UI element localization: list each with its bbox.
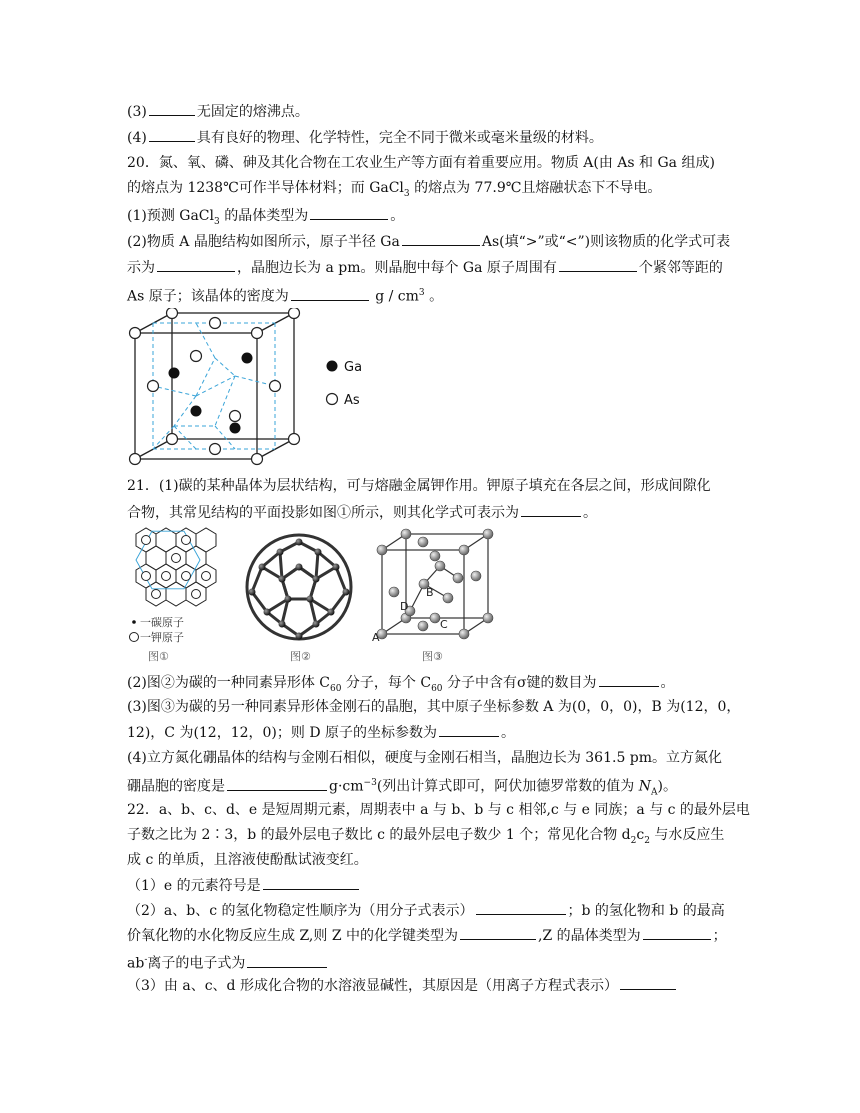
- answer-blank[interactable]: [291, 286, 369, 301]
- q21-part-4-cont: 硼晶胞的密度是 $g\cdot cm^{-3}$(列出计算式即可，阿伏加德罗常数的值为 $N_A$)。: [127, 773, 677, 802]
- q21-part-2: (2)图②为碳的一种同素异形体 $C_{60}$ 分子，每个 $C_{60}$ 分子中含有σ键的数目为 。: [127, 672, 675, 699]
- answer-blank[interactable]: [643, 925, 711, 940]
- answer-blank[interactable]: [227, 776, 327, 791]
- diamond-unit-cell-figure: [370, 526, 502, 666]
- svg-text:图②: 图②: [290, 650, 311, 663]
- q21-part-3-cont: 12)，C 为(12，12，0)；则 D 原子的坐标参数为 。: [127, 722, 515, 743]
- q20-intro-2: 的熔点为 1238℃可作半导体材料；而 GaCl$_3$ 的熔点为 77.9℃且熔融状态下不导电。: [127, 180, 662, 199]
- answer-blank[interactable]: [149, 101, 195, 116]
- graphite-potassium-projection-figure: [126, 526, 226, 666]
- answer-blank[interactable]: [310, 205, 388, 220]
- answer-blank[interactable]: [402, 231, 480, 246]
- q22-part-2: （2）a、b、c 的氢化物稳定性顺序为（用分子式表示） ；b 的氢化物和 b 的最高: [127, 900, 725, 921]
- q20-intro-1: 20．氮、氧、磷、砷及其化合物在工农业生产等方面有着重要应用。物质 A(由 As 和 Ga 组成): [127, 155, 715, 171]
- q22-line-2: 子数之比为 2∶3，b 的最外层电子数比 c 的最外层电子数少 1 个；常见化合物 $d_2c_2$ 与水反应生: [127, 827, 725, 846]
- svg-text:一钾原子: 一钾原子: [140, 631, 184, 644]
- answer-blank[interactable]: [599, 672, 659, 687]
- svg-text:图③: 图③: [422, 650, 443, 663]
- answer-blank[interactable]: [521, 502, 581, 517]
- gaas-unit-cell-figure: [120, 308, 380, 470]
- q20-part-2: (2)物质 A 晶胞结构如图所示，原子半径 Ga As(填“>”或“<”)则该物质的化学式可表: [127, 231, 730, 252]
- q19-line-4: (4) 具有良好的物理、化学特性，完全不同于微米或毫米量级的材料。: [127, 127, 603, 148]
- q22-part-3: （3）由 a、c、d 形成化合物的水溶液显碱性，其原因是（用离子方程式表示）: [127, 975, 678, 996]
- q21-line-1: 21．(1)碳的某种晶体为层状结构，可与熔融金属钾作用。钾原子填充在各层之间，形成间隙化: [127, 478, 711, 494]
- svg-text:Ga: Ga: [344, 360, 363, 375]
- svg-text:B: B: [426, 586, 434, 599]
- answer-blank[interactable]: [157, 257, 235, 272]
- q21-part-3: (3)图③为碳的另一种同素异形体金刚石的晶胞，其中原子坐标参数 A 为(0，0，0)，B 为(12，0，: [127, 699, 741, 715]
- q20-part-2-cont2: As 原子；该晶体的密度为 g / $cm^3$ 。: [127, 283, 443, 307]
- svg-text:D: D: [400, 600, 409, 613]
- answer-blank[interactable]: [559, 257, 637, 272]
- q21-part-4: (4)立方氮化硼晶体的结构与金刚石相似，硬度与金刚石相当，晶胞边长为 361.5 pm。立方氮化: [127, 750, 723, 766]
- answer-blank[interactable]: [149, 127, 195, 142]
- q22-part-1: （1）e 的元素符号是: [127, 875, 361, 896]
- c60-fullerene-figure: [236, 532, 366, 666]
- svg-text:A: A: [372, 631, 380, 644]
- q20-part-1: (1)预测 GaCl$_3$ 的晶体类型为 。: [127, 205, 404, 232]
- svg-text:图①: 图①: [148, 650, 169, 663]
- answer-blank[interactable]: [476, 900, 566, 915]
- q19-line-3: (3) 无固定的熔沸点。: [127, 101, 309, 122]
- answer-blank[interactable]: [247, 953, 327, 968]
- svg-text:C: C: [440, 618, 448, 631]
- answer-blank[interactable]: [620, 975, 676, 990]
- q21-line-2: 合物，其常见结构的平面投影如图①所示，则其化学式可表示为 。: [127, 502, 597, 523]
- answer-blank[interactable]: [439, 722, 499, 737]
- svg-text:一碳原子: 一碳原子: [140, 616, 184, 629]
- q22-line-1: 22．a、b、c、d、e 是短周期元素，周期表中 a 与 b、b 与 c 相邻,c 与 e 同族；a 与 c 的最外层电: [127, 802, 750, 818]
- q22-part-2-cont2: ab-离子的电子式为: [127, 950, 329, 974]
- svg-text:As: As: [344, 393, 360, 408]
- answer-blank[interactable]: [460, 925, 536, 940]
- q22-part-2-cont: 价氧化物的水化物反应生成 Z,则 Z 中的化学键类型为 ,Z 的晶体类型为 ；: [127, 925, 727, 946]
- q22-line-3: 成 c 的单质，且溶液使酚酞试液变红。: [127, 852, 368, 868]
- q20-part-2-cont: 示为 ，晶胞边长为 a pm。则晶胞中每个 Ga 原子周围有 个紧邻等距的: [127, 257, 723, 278]
- answer-blank[interactable]: [263, 875, 359, 890]
